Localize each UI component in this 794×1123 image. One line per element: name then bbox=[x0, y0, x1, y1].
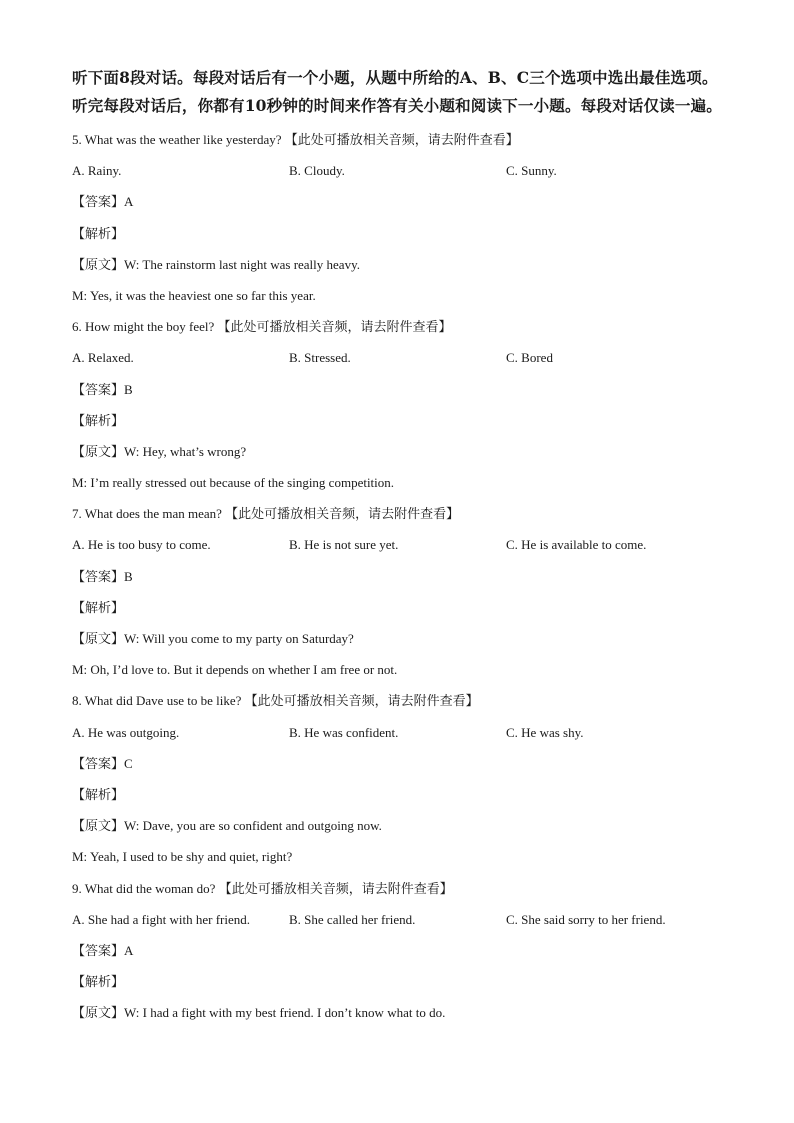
answer-line: 【答案】A bbox=[72, 194, 134, 210]
transcript-line: M: Yes, it was the heaviest one so far this year. bbox=[72, 287, 316, 303]
transcript-line: M: I’m really stressed out because of the singing competition. bbox=[72, 475, 395, 491]
question-stem: 9. What did the woman do? 【此处可播放相关音频，请去附件查看】 bbox=[72, 880, 453, 896]
section-instructions: 听下面8段对话。每段对话后有一个小题，从题中所给的A、B、C三个选项中选出最佳选项。听完每段对话后，你都有10秒钟的时间来作答有关小题和阅读下一小题。每段对话仅读一遍。 bbox=[72, 68, 722, 115]
option-a: A. He is too busy to come. bbox=[72, 537, 211, 553]
options-row bbox=[72, 155, 732, 186]
question-stem: 5. What was the weather like yesterday? 【此处可播放相关音频，请去附件查看】 bbox=[72, 132, 519, 147]
option-c: C. Sunny. bbox=[506, 163, 557, 179]
question-stem: 6. How might the boy feel? 【此处可播放相关音频，请去附件查看】 bbox=[72, 319, 452, 335]
question-block bbox=[72, 124, 732, 311]
question-stem: 8. What did Dave use to be like? 【此处可播放相关音频，请去附件查看】 bbox=[72, 693, 479, 709]
question-block bbox=[72, 685, 732, 872]
transcript-line: 【原文】W: Dave, you are so confident and outgoing now. bbox=[72, 818, 382, 834]
answer-line: 【答案】B bbox=[72, 381, 133, 397]
transcript-line: M: Yeah, I used to be shy and quiet, right? bbox=[72, 849, 293, 865]
options-row bbox=[72, 717, 732, 748]
options-row bbox=[72, 529, 732, 560]
option-a: A. He was outgoing. bbox=[72, 724, 180, 740]
option-a: A. She had a fight with her friend. bbox=[72, 911, 250, 927]
document-page bbox=[72, 64, 732, 1028]
analysis-label: 【解析】 bbox=[72, 412, 125, 428]
analysis-label: 【解析】 bbox=[72, 786, 125, 802]
transcript-line: 【原文】W: Will you come to my party on Saturday? bbox=[72, 631, 354, 646]
option-c: C. He was shy. bbox=[506, 724, 584, 740]
option-b: B. Cloudy. bbox=[289, 163, 345, 179]
option-c: C. She said sorry to her friend. bbox=[506, 911, 666, 927]
question-block bbox=[72, 873, 732, 1029]
option-c: C. Bored bbox=[506, 350, 553, 366]
answer-line: 【答案】C bbox=[72, 755, 133, 771]
option-b: B. Stressed. bbox=[289, 350, 351, 366]
option-c: C. He is available to come. bbox=[506, 537, 647, 553]
question-stem: 7. What does the man mean? 【此处可播放相关音频，请去附件查看】 bbox=[72, 506, 460, 522]
analysis-label: 【解析】 bbox=[72, 974, 125, 990]
transcript-line: 【原文】W: The rainstorm last night was really heavy. bbox=[72, 256, 360, 272]
question-block bbox=[72, 498, 732, 685]
options-row bbox=[72, 342, 732, 373]
transcript-line: 【原文】W: Hey, what’s wrong? bbox=[72, 443, 247, 459]
option-b: B. She called her friend. bbox=[289, 911, 416, 927]
options-row bbox=[72, 904, 732, 935]
analysis-label: 【解析】 bbox=[72, 225, 125, 241]
transcript-line: 【原文】W: I had a fight with my best friend. I don’t know what to do. bbox=[72, 1005, 446, 1021]
answer-line: 【答案】B bbox=[72, 568, 133, 584]
option-b: B. He is not sure yet. bbox=[289, 537, 399, 553]
analysis-label: 【解析】 bbox=[72, 599, 125, 615]
transcript-line: M: Oh, I’d love to. But it depends on whether I am free or not. bbox=[72, 662, 398, 678]
answer-line: 【答案】A bbox=[72, 942, 134, 958]
option-b: B. He was confident. bbox=[289, 724, 399, 740]
question-block bbox=[72, 311, 732, 498]
option-a: A. Rainy. bbox=[72, 163, 122, 179]
option-a: A. Relaxed. bbox=[72, 350, 134, 366]
